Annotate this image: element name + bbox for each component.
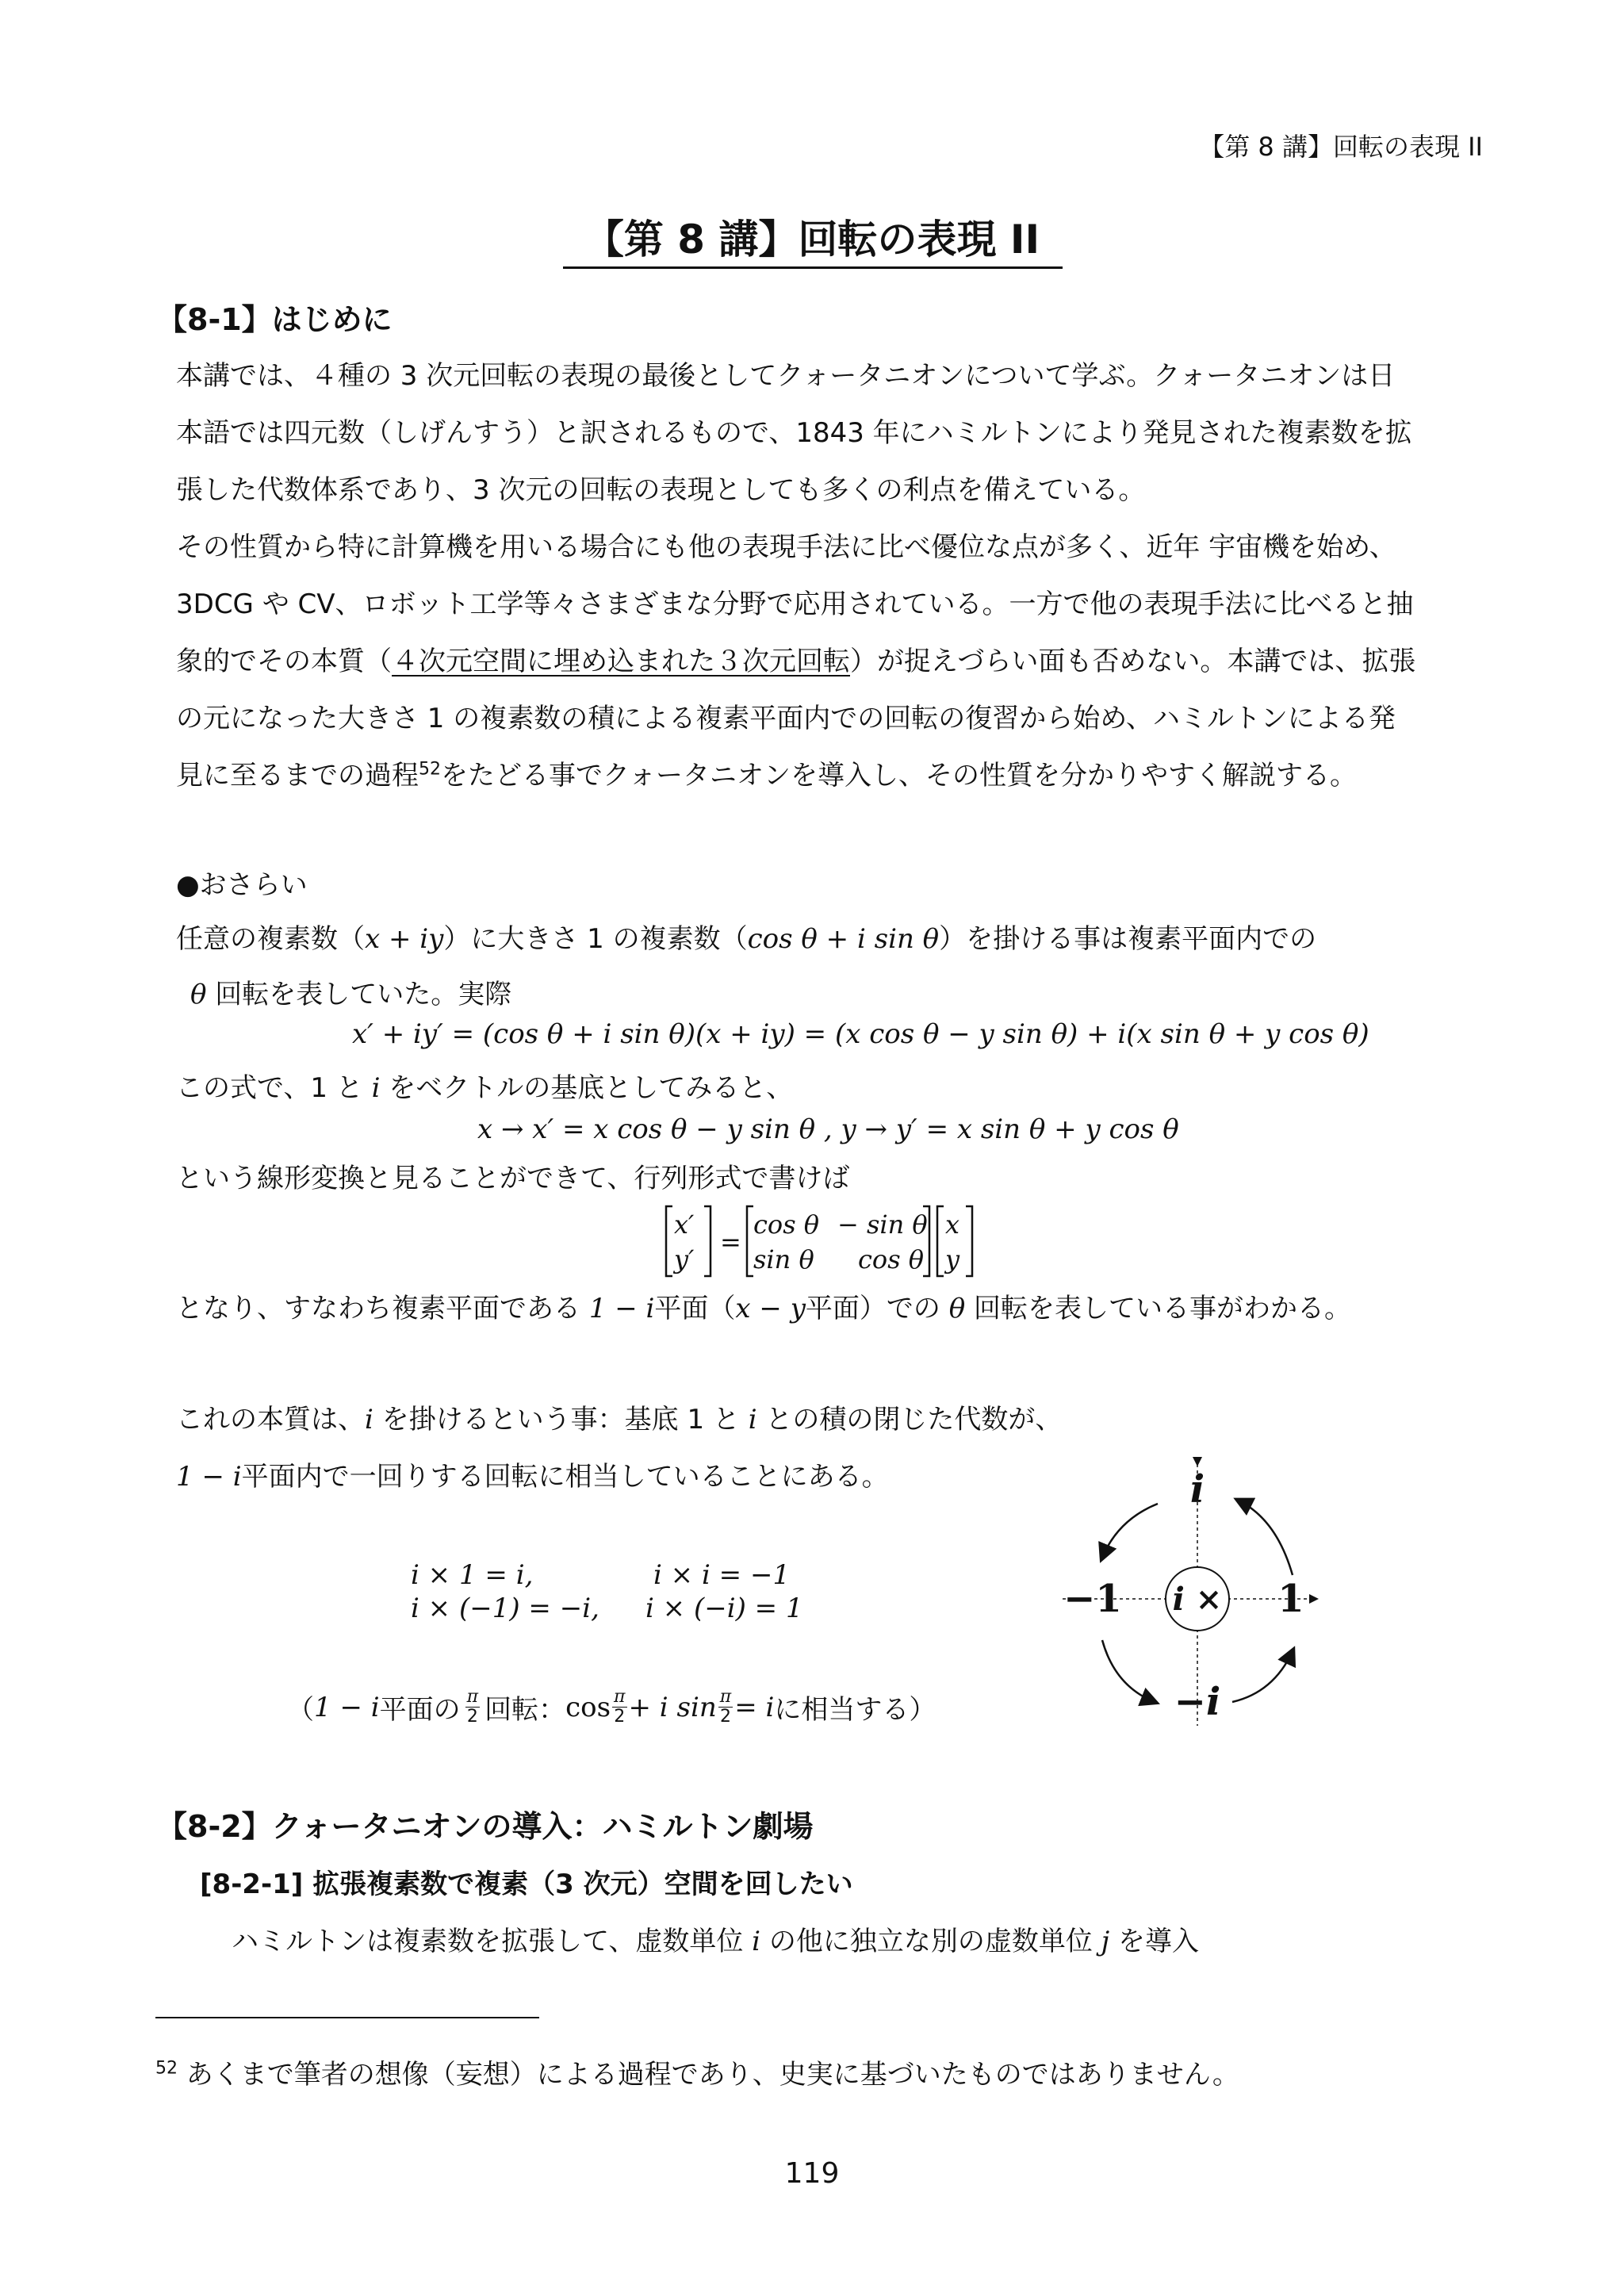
matrix-entry: cos θ [858,1244,925,1274]
math-expression: x + iy [365,923,444,955]
running-header: 【第 8 講】回転の表現 II [1199,132,1483,162]
page-title: 【第 8 講】回転の表現 II [584,217,1040,263]
rotation-arrow [1232,1651,1293,1702]
paragraph-line [176,639,1415,678]
label-left: −1 [1063,1577,1122,1621]
math-expression: 1 − i [176,1461,242,1493]
math-expression: θ [948,1293,966,1324]
review-heading: ●おさらい [176,869,308,901]
rotation-note [287,1688,936,1727]
bracket-right [704,1206,710,1276]
underlined-phrase: ４次元空間に埋め込まれた３次元回転 [392,646,850,677]
center-label: i × [1172,1581,1223,1618]
math-expression: 1 − i [314,1691,380,1723]
review-line [176,1286,1351,1325]
review-line [176,1066,793,1105]
text-segment: 平面の [379,1694,461,1726]
label-right: 1 [1277,1577,1304,1621]
paragraph-line: その性質から特に計算機を用いる場合にも他の表現手法に比べ優位な点が多く、近年 宇宙機を始め、 [176,531,1396,563]
paragraph-line: の元になった大きさ 1 の複素数の積による複素平面内での回転の復習から始め、ハミルトンによる発 [176,703,1396,734]
text-segment: を掛けるという事：基底 1 と [373,1404,749,1435]
text-segment: （ [287,1694,314,1726]
rotation-arrow [1102,1504,1158,1558]
paragraph-line: 本講では、４種の 3 次元回転の表現の最後としてクォータニオンについて学ぶ。クォータニオンは日 [176,360,1396,392]
section-heading-8-2: 【8-2】クォータニオンの導入：ハミルトン劇場 [157,1809,814,1844]
math-expression: θ [190,979,207,1010]
text-segment: 回転を表していた。実際 [206,979,512,1010]
identity: i × 1 = i, [411,1559,534,1591]
math-expression: 1 − i [588,1293,655,1324]
math-expression: x − y [735,1293,806,1324]
text-segment: 平面）での [805,1293,949,1324]
text-segment: この式で、1 と [176,1072,372,1104]
text-segment: 任意の複素数（ [176,923,365,955]
rotation-arrow [1239,1501,1293,1575]
paragraph-line [176,753,1357,792]
paragraph-line: 張した代数体系であり、3 次元の回転の表現としても多くの利点を備えている。 [176,474,1146,506]
matrix-equation [665,1202,998,1281]
paragraph-line [232,1919,1199,1958]
paragraph-line: 3DCG や CV、ロボット工学等々さまざまな分野で応用されている。一方で他の表現手法に比べると抽 [176,588,1414,620]
math-expression: cos θ + i sin θ [747,923,940,955]
fraction [465,1688,480,1727]
text-segment: をたどる事でクォータニオンを導入し、その性質を分かりやすく解説する。 [441,760,1357,792]
bracket-left [937,1206,944,1276]
math-expression: i [752,1926,761,1957]
math-expression: + i sin [628,1691,717,1723]
text-segment: との積の閉じた代数が、 [756,1404,1063,1435]
matrix-entry: − sin θ [837,1209,928,1240]
fraction-numerator: π [466,1687,479,1707]
review-line: という線形変換と見ることができて、行列形式で書けば [176,1163,850,1194]
section-heading-8-1: 【8-1】はじめに [157,302,393,337]
footnote-reference[interactable]: 52 [419,759,441,780]
equation-complex-product: x′ + iy′ = (cos θ + i sin θ)(x + iy) = (x cos θ − y sin θ) + i(x sin θ + y cos θ) [352,1018,1369,1050]
math-expression: i [371,1072,381,1104]
review-line [176,917,1316,956]
text-segment: ）に大きさ 1 の複素数（ [443,923,748,955]
review-line [176,1397,1062,1436]
text-segment: をベクトルの基底としてみると、 [380,1072,794,1104]
text-segment: これの本質は、 [176,1404,365,1435]
text-segment: を導入 [1109,1926,1199,1957]
label-bottom: −i [1174,1680,1221,1724]
subsection-heading-8-2-1: [8-2-1] 拡張複素数で複素（3 次元）空間を回したい [200,1869,853,1900]
fraction-denominator: 2 [614,1707,626,1727]
text-segment: 平面内で一回りする回転に相当していることにある。 [241,1461,889,1493]
bracket-left [666,1206,672,1276]
footnote [155,2053,1239,2091]
title-underline [563,266,1063,269]
fraction-denominator: 2 [719,1707,731,1727]
text-segment: ）を掛ける事は複素平面内での [939,923,1317,955]
matrix-entry: sin θ [753,1244,814,1274]
identity: i × (−1) = −i, [411,1593,599,1624]
fraction-denominator: 2 [466,1707,478,1727]
fraction [612,1688,626,1727]
bracket-right [966,1206,972,1276]
identity: i × (−i) = 1 [645,1593,803,1624]
fraction-numerator: π [614,1687,626,1707]
text-segment: ）が捉えづらい面も否めない。本講では、拡張 [850,646,1416,677]
rotation-diagram [1055,1456,1324,1738]
page-number: 119 [784,2157,840,2190]
math-expression: = i [734,1691,775,1723]
text-segment: 象的でその本質（ [176,646,392,677]
fraction [718,1688,733,1727]
review-line [190,972,511,1011]
matrix-entry: cos θ [753,1209,820,1240]
footnote-number: 52 [155,2058,178,2079]
text-segment: となり、すなわち複素平面である [176,1293,589,1324]
text-segment: の他に独立な別の虚数単位 [760,1926,1101,1957]
math-expression: j [1101,1926,1110,1957]
matrix-entry: x [945,1209,960,1240]
review-line [176,1455,889,1493]
label-top: i [1189,1467,1205,1512]
identity: i × i = −1 [653,1559,791,1591]
text-segment: 平面（ [654,1293,736,1324]
bracket-left [747,1206,753,1276]
text-segment: に相当する） [774,1694,936,1726]
rotation-arrow [1102,1640,1155,1702]
paragraph-line: 本語では四元数（しげんすう）と訳されるもので、1843 年にハミルトンにより発見された複素数を拡 [176,417,1412,449]
matrix-entry: y′ [674,1244,695,1274]
fraction-numerator: π [719,1687,732,1707]
text-segment: ハミルトンは複素数を拡張して、虚数単位 [232,1926,753,1957]
equation-linear-map: x → x′ = x cos θ − y sin θ , y → y′ = x sin θ + y cos θ [477,1114,1179,1145]
text-segment: 回転を表している事がわかる。 [965,1293,1352,1324]
text-segment: 見に至るまでの過程 [176,760,419,792]
equals-sign: = [720,1227,741,1257]
matrix-entry: x′ [674,1209,695,1240]
math-expression: cos [565,1691,611,1723]
math-expression: i [748,1404,757,1435]
math-expression: i [365,1404,373,1435]
text-segment: 回転： [485,1694,566,1726]
footnote-separator [155,2017,539,2018]
matrix-entry: y [945,1244,960,1274]
footnote-text: あくまで筆者の想像（妄想）による過程であり、史実に基づいたものではありません。 [178,2059,1239,2091]
